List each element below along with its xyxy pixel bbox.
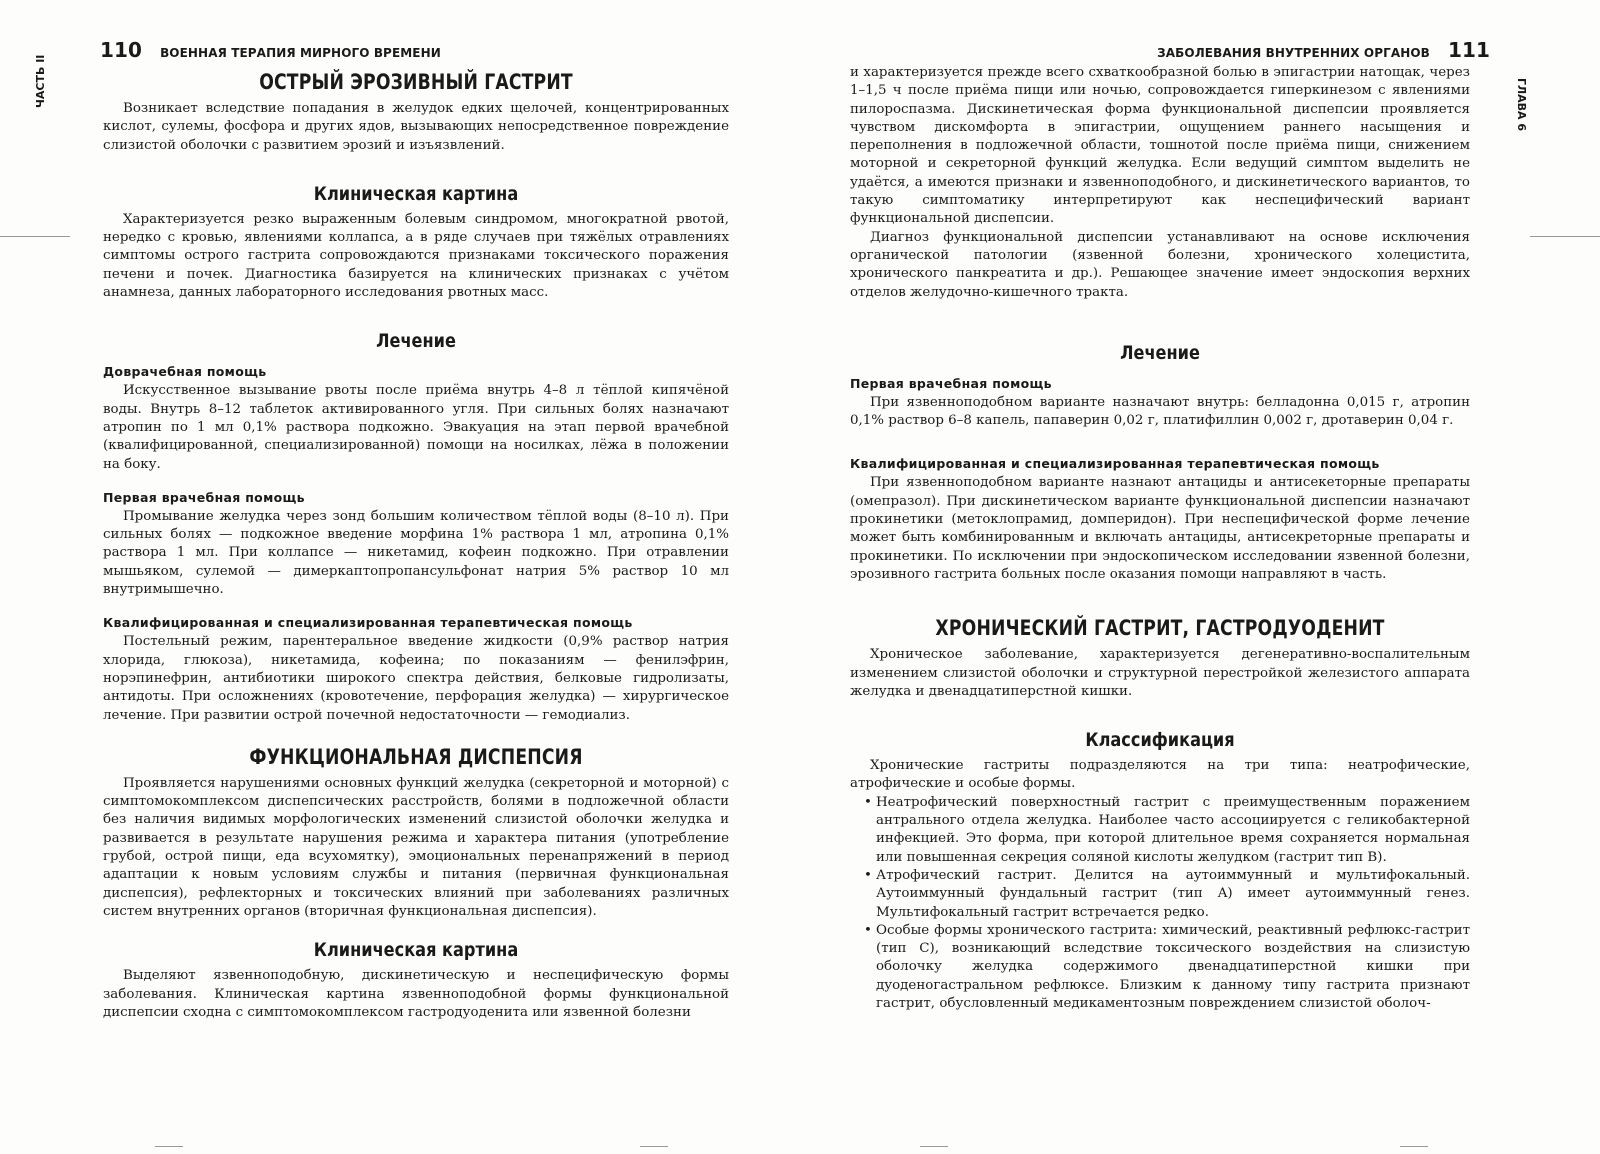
paragraph: Проявляется нарушениями основных функций желудка (секреторной и моторной) с симптомокомплексом диспепсических расстройств, болями в подложечной области без наличия видимых морфологических изменений слизистой оболочки желудка и развивается в результате нарушения режима и характера питания (употребление грубой, острой пищи, еда всухомятку), эмоциональных перенапряжений в период адаптации к новым условиям службы и питания (первичная функциональная диспепсия), рефлекторных и токсических влияний при заболеваниях различных систем внутренних органов (вторичная функциональная диспепсия). [103,775,729,919]
paragraph: При язвенноподобном варианте назначают внутрь: белладонна 0,015 г, атропин 0,1% раствор 6–8 капель, папаверин 0,02 г, платифиллин 0,002 г, дротаверин 0,04 г. [850,394,1470,429]
left-side-label: ЧАСТЬ II [34,54,47,108]
paragraph: Выделяют язвенноподобную, дискинетическую и неспецифическую формы заболевания. Клиническая картина язвенноподобной формы функциональной диспепсии сходна с симптомокомплексом гастродуоденита или язвенной болезни [103,968,729,1020]
paragraph: Постельный режим, парентеральное введение жидкости (0,9% раствор натрия хлорида, глюкоза), никетамида, кофеина; по показаниям — фенилэфрин, норэпинефрин, антибиотики широкого спектра действия, белковые гидролизаты, антидоты. При осложнениях (кровотечение, перфорация желудка) — хирургическое лечение. При развитии острой почечной недостаточности — гемодиализ. [103,634,729,723]
list-item: • Особые формы хронического гастрита: химический, реактивный рефлюкс-гастрит (тип C), возникающий вследствие токсического воздействия на слизистую оболочку желудка содержимого двенадцатиперстной кишки при дуоденогастральном рефлюксе. Близким к данному типу гастрита признают гастрит, обусловленный медикаментозным повреждением слизистой оболоч- [876,922,1470,1013]
classification-list [850,794,1470,1014]
subheading: Первая врачебная помощь [850,375,1052,391]
right-page [800,0,1600,1154]
crop-mark [1530,236,1600,237]
subheading: Первая врачебная помощь [103,489,305,505]
crop-mark [920,1146,948,1147]
left-page [0,0,790,1154]
subsection-title: Лечение [1120,341,1200,364]
crop-mark [640,1146,668,1147]
right-side-label: ГЛАВА 6 [1515,78,1528,132]
paragraph: Диагноз функциональной диспепсии устанавливают на основе исключения органической патологии (язвенной болезни, хронического холецистита, хронического панкреатита и др.). Решающее значение имеет эндоскопия верхних отделов желудочно-кишечного тракта. [850,229,1470,300]
left-running-head [100,38,441,62]
right-content [850,64,1470,1013]
section-title-functional-dyspepsia: ФУНКЦИОНАЛЬНАЯ ДИСПЕПСИЯ [249,744,583,769]
crop-mark [1400,1146,1428,1147]
paragraph: Промывание желудка через зонд большим количеством тёплой воды (8–10 л). При сильных болях — подкожное введение морфина 1% раствора 1 мл, атропина 0,1% раствора 1 мл. При коллапсе — никетамид, кофеин подкожно. При отравлении мышьяком, сулемой — димеркаптопропансульфонат натрия 5% раствор 10 мл внутримышечно. [103,508,729,598]
right-page-number: 111 [1447,38,1490,62]
paragraph: и характеризуется прежде всего схваткообразной болью в эпигастрии натощак, через 1–1,5 ч после приёма пищи или ночью, сопровождается гиперкинезом с явлениями пилороспазма. Дискинетическая форма функциональной диспепсии проявляется чувством дискомфорта в эпигастрии, ощущением раннего насыщения и переполнения в подложечной области, тошнотой после приёма пищи, снижением моторной и секреторной функций желудка. Если ведущий симптом выделить не удаётся, а имеются признаки и язвенноподобного, и дискинетического вариантов, то такую симптоматику интерпретируют как неспецифический вариант функциональной диспепсии. [850,65,1470,227]
paragraph: При язвенноподобном варианте назнают антациды и антисекеторные препараты (омепразол). При дискинетическом варианте функциональной диспепсии назначают прокинетики (метоклопрамид, домперидон). При неспецифической форме лечение может быть комбинированным и включать антациды, антисекреторные препараты и прокинетики. По исключении при эндоскопическом исследовании язвенной болезни, эрозивного гастрита больных после оказания помощи направляют в часть. [850,475,1470,582]
paragraph: Хронические гастриты подразделяются на три типа: неатрофические, атрофические и особые формы. [850,758,1470,792]
left-running-title: ВОЕННАЯ ТЕРАПИЯ МИРНОГО ВРЕМЕНИ [160,46,441,60]
crop-mark [0,236,70,237]
subsection-title: Лечение [376,330,456,353]
section-title-acute-gastritis: ОСТРЫЙ ЭРОЗИВНЫЙ ГАСТРИТ [259,70,573,94]
list-item: • Неатрофический поверхностный гастрит с преимущественным поражением антрального отдела желудка. Наиболее часто ассоциируется с геликобактерной инфекцией. Это форма, при которой длительное время сохраняется нормальная или повышенная секреция соляной кислоты желудком (гастрит тип B). [876,794,1470,867]
paragraph: Возникает вследствие попадания в желудок едких щелочей, концентрированных кислот, сулемы, фосфора и других ядов, вызывающих непосредственное повреждение слизистой оболочки с развитием эрозий и изъязвлений. [103,101,729,153]
subsection-title: Клиническая картина [313,182,519,205]
subheading: Квалифицированная и специализированная терапевтическая помощь [850,456,1380,472]
crop-mark [155,1146,183,1147]
left-page-number: 110 [100,38,143,62]
right-running-title: ЗАБОЛЕВАНИЯ ВНУТРЕННИХ ОРГАНОВ [1157,46,1430,60]
paragraph: Искусственное вызывание рвоты после приёма внутрь 4–8 л тёплой кипячёной воды. Внутрь 8–12 таблеток активированного угля. При сильных болях назначают атропин по 1 мл 0,1% раствора подкожно. Эвакуация на этап первой врачебной (квалифицированной, специализированной) помощи на носилках, лёжа в положении на боку. [103,383,729,472]
paragraph: Хроническое заболевание, характеризуется дегенеративно-воспалительным изменением слизистой оболочки и структурной перестройкой железистого аппарата желудка и двенадцатиперстной кишки. [850,647,1470,699]
section-title-chronic-gastritis: ХРОНИЧЕСКИЙ ГАСТРИТ, ГАСТРОДУОДЕНИТ [935,616,1385,641]
left-content [103,64,729,1022]
paragraph: Характеризуется резко выраженным болевым синдромом, многократной рвотой, нередко с кровью, явлениями коллапса, а в ряде случаев при тяжёлых отравлениях симптомы острого гастрита сопровождаются признаками токсического поражения печени и почек. Диагностика базируется на клинических признаках с учётом анамнеза, данных лабораторного исследования рвотных масс. [103,211,729,301]
list-item: • Атрофический гастрит. Делится на аутоиммунный и мультифокальный. Аутоиммунный фундальный гастрит (тип A) имеет аутоиммунный генез. Мультифокальный гастрит встречается редко. [876,867,1470,922]
subsection-title: Клиническая картина [313,939,519,962]
subheading: Доврачебная помощь [103,364,267,380]
subheading: Квалифицированная и специализированная терапевтическая помощь [103,615,633,631]
subsection-title: Классификация [1085,729,1235,752]
right-running-head [1157,38,1490,62]
